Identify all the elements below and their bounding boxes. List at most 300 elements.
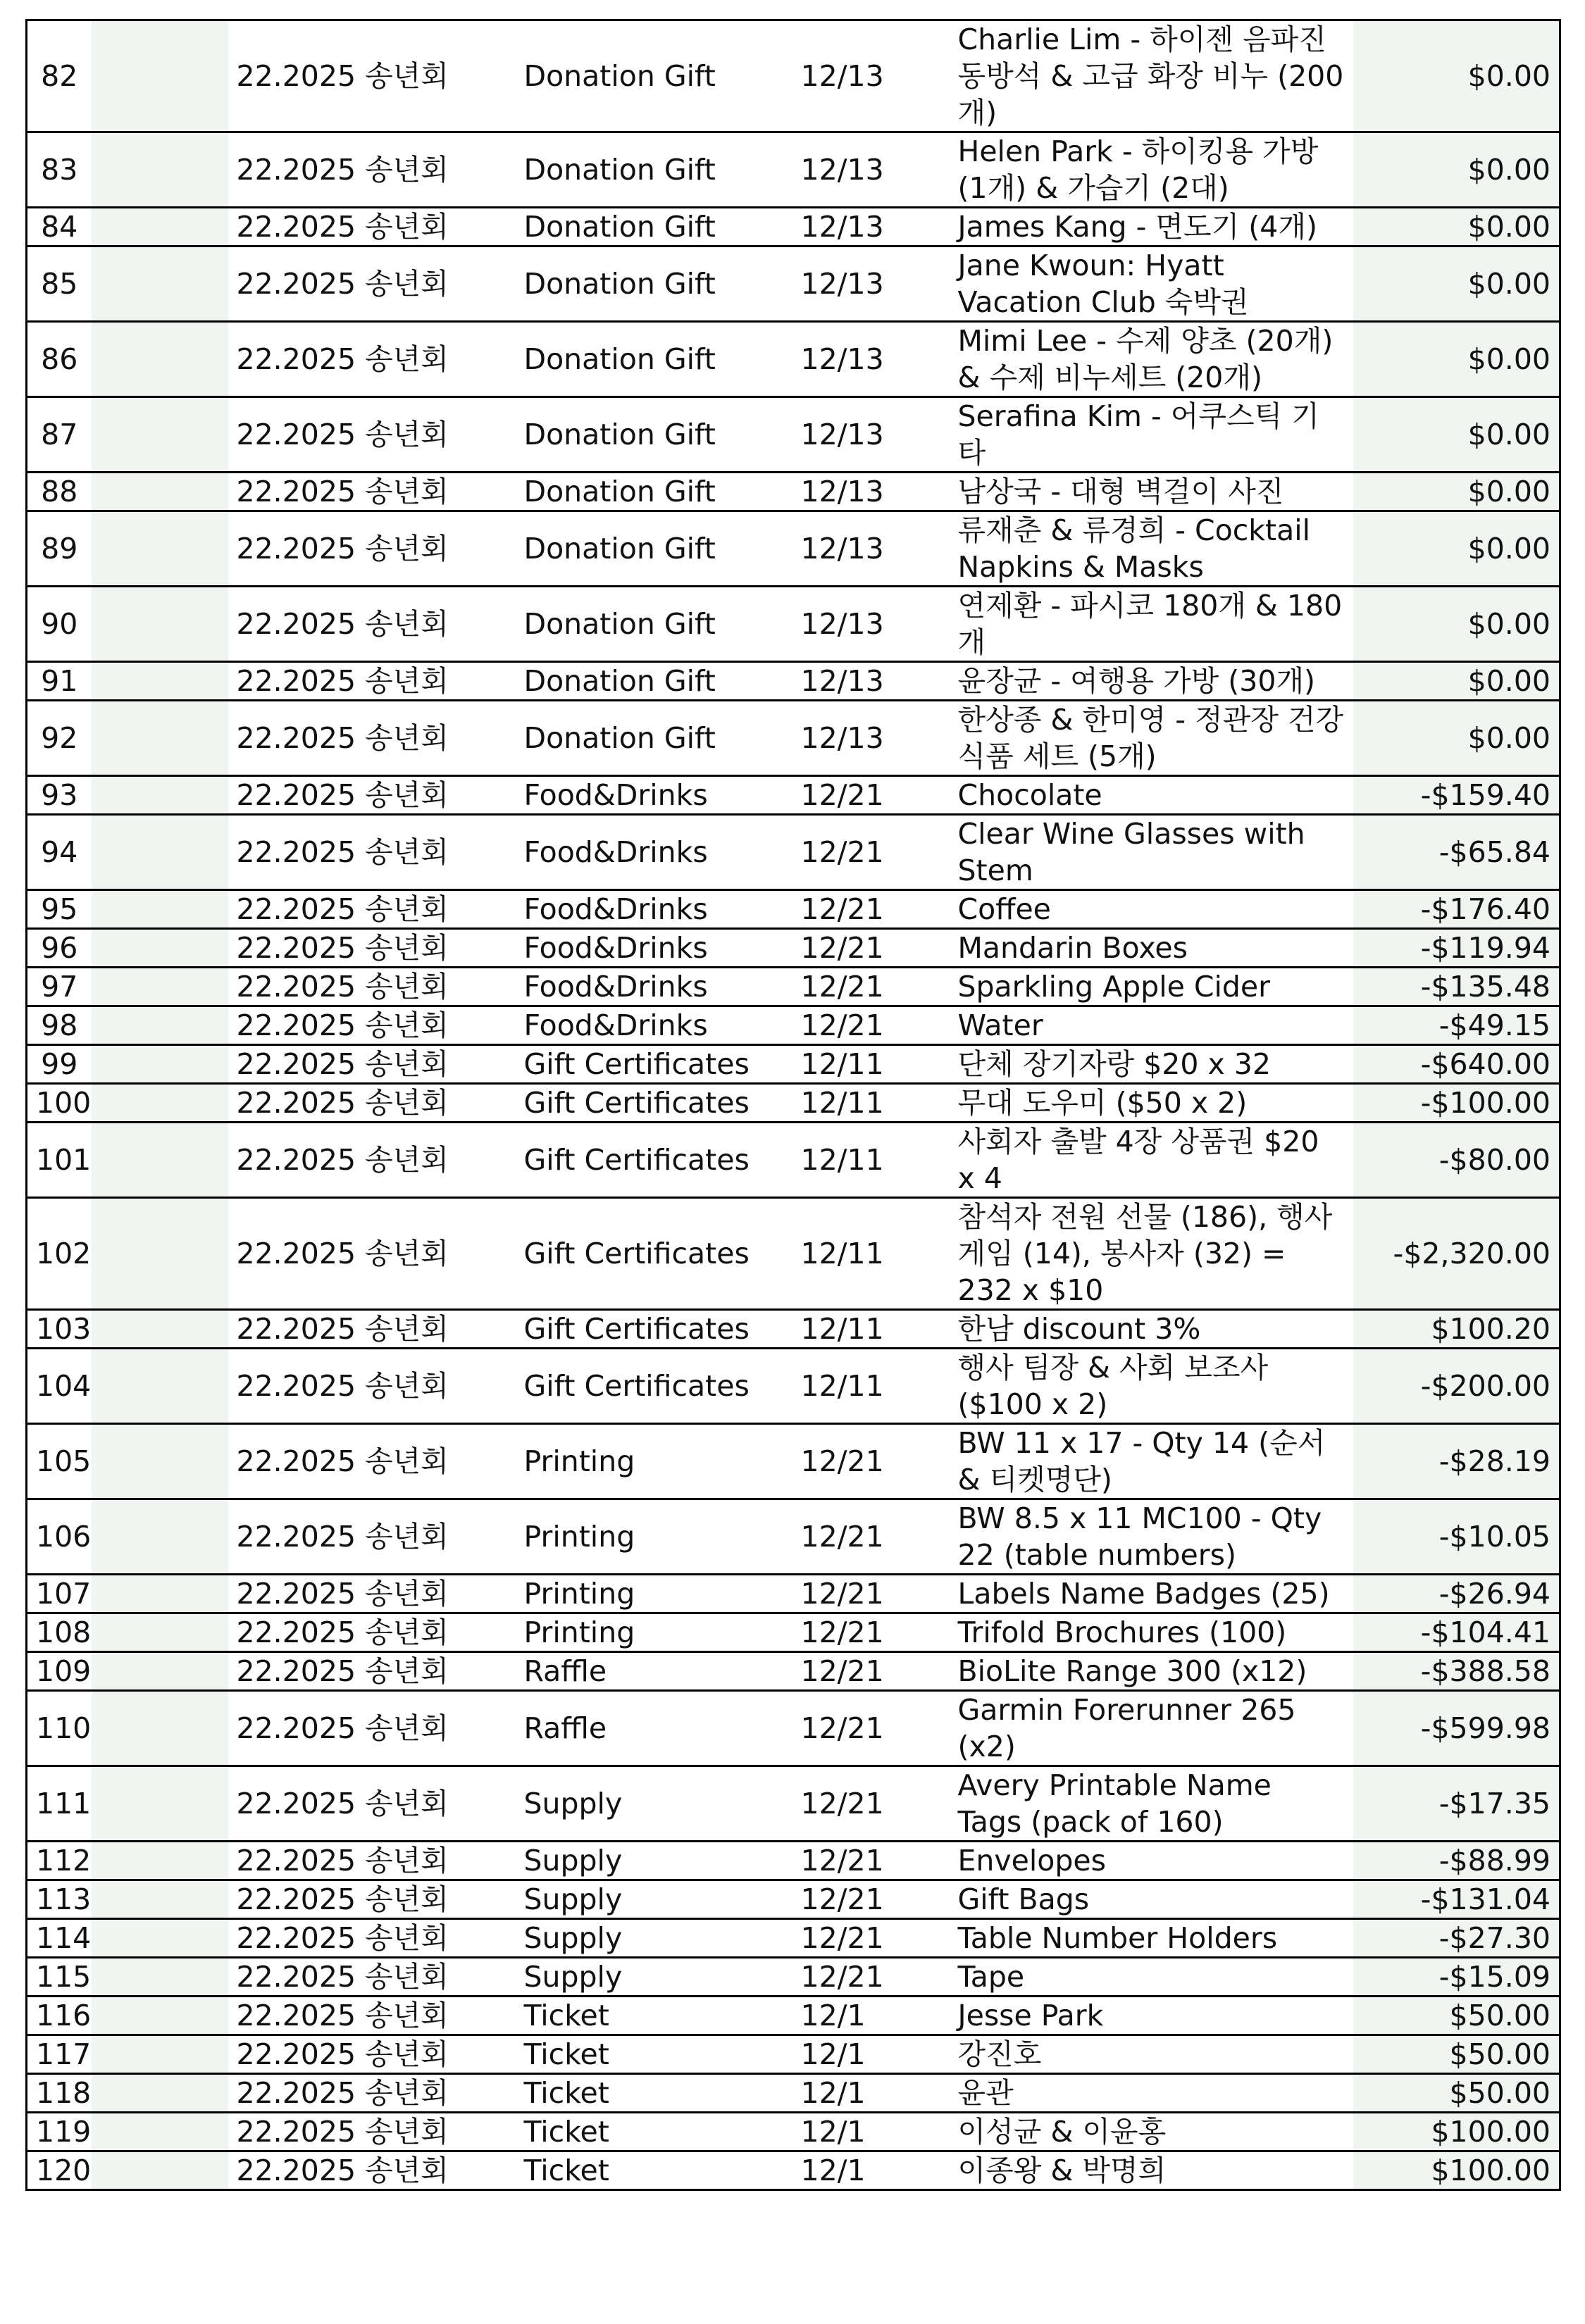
category-cell: Gift Certificates bbox=[516, 1349, 792, 1424]
blank-cell bbox=[92, 322, 228, 397]
event-cell: 22.2025 송년회 bbox=[228, 1691, 516, 1766]
blank-cell bbox=[92, 1499, 228, 1575]
row-number-cell: 108 bbox=[27, 1613, 92, 1652]
category-cell: Donation Gift bbox=[516, 473, 792, 511]
amount-cell: $50.00 bbox=[1353, 2074, 1560, 2113]
category-cell: Donation Gift bbox=[516, 132, 792, 208]
date-cell: 12/21 bbox=[792, 1006, 950, 1045]
row-number-cell: 96 bbox=[27, 929, 92, 968]
date-cell: 12/13 bbox=[792, 662, 950, 701]
amount-cell: $0.00 bbox=[1353, 246, 1560, 322]
table-row bbox=[27, 322, 1560, 397]
table-row bbox=[27, 246, 1560, 322]
date-cell: 12/13 bbox=[792, 511, 950, 587]
blank-cell bbox=[92, 208, 228, 246]
date-cell: 12/21 bbox=[792, 1919, 950, 1958]
table-row bbox=[27, 776, 1560, 815]
category-cell: Supply bbox=[516, 1958, 792, 1997]
amount-cell: -$65.84 bbox=[1353, 815, 1560, 890]
description-cell: Helen Park - 하이킹용 가방 (1개) & 가습기 (2대) bbox=[950, 132, 1353, 208]
date-cell: 12/21 bbox=[792, 1842, 950, 1880]
blank-cell bbox=[92, 968, 228, 1006]
category-cell: Donation Gift bbox=[516, 208, 792, 246]
amount-cell: -$640.00 bbox=[1353, 1045, 1560, 1084]
description-cell: Coffee bbox=[950, 890, 1353, 929]
category-cell: Donation Gift bbox=[516, 701, 792, 776]
amount-cell: $0.00 bbox=[1353, 701, 1560, 776]
blank-cell bbox=[92, 1045, 228, 1084]
table-row bbox=[27, 587, 1560, 662]
row-number-cell: 106 bbox=[27, 1499, 92, 1575]
amount-cell: -$388.58 bbox=[1353, 1652, 1560, 1691]
blank-cell bbox=[92, 1652, 228, 1691]
amount-cell: -$200.00 bbox=[1353, 1349, 1560, 1424]
table-row bbox=[27, 1349, 1560, 1424]
amount-cell: $0.00 bbox=[1353, 473, 1560, 511]
category-cell: Printing bbox=[516, 1613, 792, 1652]
description-cell: 윤장균 - 여행용 가방 (30개) bbox=[950, 662, 1353, 701]
description-cell: 무대 도우미 ($50 x 2) bbox=[950, 1084, 1353, 1123]
blank-cell bbox=[92, 397, 228, 473]
event-cell: 22.2025 송년회 bbox=[228, 587, 516, 662]
description-cell: Clear Wine Glasses with Stem bbox=[950, 815, 1353, 890]
blank-cell bbox=[92, 2151, 228, 2190]
row-number-cell: 103 bbox=[27, 1310, 92, 1349]
date-cell: 12/13 bbox=[792, 322, 950, 397]
blank-cell bbox=[92, 662, 228, 701]
blank-cell bbox=[92, 511, 228, 587]
event-cell: 22.2025 송년회 bbox=[228, 968, 516, 1006]
date-cell: 12/1 bbox=[792, 2074, 950, 2113]
amount-cell: -$119.94 bbox=[1353, 929, 1560, 968]
date-cell: 12/11 bbox=[792, 1084, 950, 1123]
category-cell: Donation Gift bbox=[516, 322, 792, 397]
category-cell: Food&Drinks bbox=[516, 815, 792, 890]
ledger-table bbox=[25, 19, 1561, 2191]
blank-cell bbox=[92, 246, 228, 322]
date-cell: 12/21 bbox=[792, 1691, 950, 1766]
description-cell: 이성균 & 이윤홍 bbox=[950, 2113, 1353, 2151]
date-cell: 12/21 bbox=[792, 1499, 950, 1575]
category-cell: Supply bbox=[516, 1842, 792, 1880]
category-cell: Printing bbox=[516, 1499, 792, 1575]
category-cell: Raffle bbox=[516, 1691, 792, 1766]
amount-cell: -$17.35 bbox=[1353, 1766, 1560, 1842]
category-cell: Ticket bbox=[516, 2113, 792, 2151]
category-cell: Donation Gift bbox=[516, 587, 792, 662]
category-cell: Gift Certificates bbox=[516, 1198, 792, 1310]
blank-cell bbox=[92, 776, 228, 815]
description-cell: Tape bbox=[950, 1958, 1353, 1997]
description-cell: Avery Printable Name Tags (pack of 160) bbox=[950, 1766, 1353, 1842]
event-cell: 22.2025 송년회 bbox=[228, 815, 516, 890]
event-cell: 22.2025 송년회 bbox=[228, 132, 516, 208]
event-cell: 22.2025 송년회 bbox=[228, 1652, 516, 1691]
event-cell: 22.2025 송년회 bbox=[228, 2151, 516, 2190]
date-cell: 12/11 bbox=[792, 1349, 950, 1424]
description-cell: Jesse Park bbox=[950, 1997, 1353, 2035]
table-row bbox=[27, 890, 1560, 929]
date-cell: 12/13 bbox=[792, 397, 950, 473]
blank-cell bbox=[92, 1880, 228, 1919]
blank-cell bbox=[92, 890, 228, 929]
row-number-cell: 98 bbox=[27, 1006, 92, 1045]
event-cell: 22.2025 송년회 bbox=[228, 701, 516, 776]
amount-cell: $50.00 bbox=[1353, 1997, 1560, 2035]
row-number-cell: 105 bbox=[27, 1424, 92, 1499]
event-cell: 22.2025 송년회 bbox=[228, 1198, 516, 1310]
amount-cell: $0.00 bbox=[1353, 587, 1560, 662]
description-cell: Garmin Forerunner 265 (x2) bbox=[950, 1691, 1353, 1766]
amount-cell: -$15.09 bbox=[1353, 1958, 1560, 1997]
row-number-cell: 87 bbox=[27, 397, 92, 473]
table-row bbox=[27, 1424, 1560, 1499]
table-row bbox=[27, 1045, 1560, 1084]
event-cell: 22.2025 송년회 bbox=[228, 1842, 516, 1880]
amount-cell: -$26.94 bbox=[1353, 1575, 1560, 1613]
category-cell: Donation Gift bbox=[516, 662, 792, 701]
category-cell: Ticket bbox=[516, 2074, 792, 2113]
date-cell: 12/13 bbox=[792, 587, 950, 662]
table-row bbox=[27, 2113, 1560, 2151]
blank-cell bbox=[92, 1310, 228, 1349]
table-row bbox=[27, 1997, 1560, 2035]
description-cell: 사회자 출발 4장 상품권 $20 x 4 bbox=[950, 1123, 1353, 1198]
category-cell: Food&Drinks bbox=[516, 929, 792, 968]
amount-cell: -$100.00 bbox=[1353, 1084, 1560, 1123]
event-cell: 22.2025 송년회 bbox=[228, 397, 516, 473]
category-cell: Gift Certificates bbox=[516, 1123, 792, 1198]
date-cell: 12/21 bbox=[792, 929, 950, 968]
amount-cell: $0.00 bbox=[1353, 132, 1560, 208]
blank-cell bbox=[92, 1842, 228, 1880]
description-cell: BW 8.5 x 11 MC100 - Qty 22 (table numbers) bbox=[950, 1499, 1353, 1575]
row-number-cell: 113 bbox=[27, 1880, 92, 1919]
blank-cell bbox=[92, 1123, 228, 1198]
row-number-cell: 90 bbox=[27, 587, 92, 662]
row-number-cell: 93 bbox=[27, 776, 92, 815]
description-cell: BioLite Range 300 (x12) bbox=[950, 1652, 1353, 1691]
row-number-cell: 110 bbox=[27, 1691, 92, 1766]
event-cell: 22.2025 송년회 bbox=[228, 929, 516, 968]
amount-cell: -$104.41 bbox=[1353, 1613, 1560, 1652]
amount-cell: $50.00 bbox=[1353, 2035, 1560, 2074]
description-cell: 참석자 전원 선물 (186), 행사 게임 (14), 봉사자 (32) = 232 x $10 bbox=[950, 1198, 1353, 1310]
category-cell: Food&Drinks bbox=[516, 890, 792, 929]
event-cell: 22.2025 송년회 bbox=[228, 776, 516, 815]
table-row bbox=[27, 1652, 1560, 1691]
description-cell: Gift Bags bbox=[950, 1880, 1353, 1919]
row-number-cell: 111 bbox=[27, 1766, 92, 1842]
category-cell: Donation Gift bbox=[516, 246, 792, 322]
category-cell: Gift Certificates bbox=[516, 1045, 792, 1084]
event-cell: 22.2025 송년회 bbox=[228, 2074, 516, 2113]
row-number-cell: 101 bbox=[27, 1123, 92, 1198]
event-cell: 22.2025 송년회 bbox=[228, 1880, 516, 1919]
blank-cell bbox=[92, 1575, 228, 1613]
table-row bbox=[27, 929, 1560, 968]
description-cell: 행사 팀장 & 사회 보조사 ($100 x 2) bbox=[950, 1349, 1353, 1424]
row-number-cell: 89 bbox=[27, 511, 92, 587]
description-cell: 한상종 & 한미영 - 정관장 건강식품 세트 (5개) bbox=[950, 701, 1353, 776]
table-row bbox=[27, 1691, 1560, 1766]
amount-cell: $100.00 bbox=[1353, 2113, 1560, 2151]
table-row bbox=[27, 208, 1560, 246]
description-cell: Mandarin Boxes bbox=[950, 929, 1353, 968]
table-row bbox=[27, 1919, 1560, 1958]
blank-cell bbox=[92, 587, 228, 662]
amount-cell: $0.00 bbox=[1353, 511, 1560, 587]
date-cell: 12/21 bbox=[792, 890, 950, 929]
blank-cell bbox=[92, 20, 228, 132]
date-cell: 12/21 bbox=[792, 1613, 950, 1652]
description-cell: Envelopes bbox=[950, 1842, 1353, 1880]
amount-cell: $0.00 bbox=[1353, 322, 1560, 397]
blank-cell bbox=[92, 1084, 228, 1123]
category-cell: Supply bbox=[516, 1919, 792, 1958]
event-cell: 22.2025 송년회 bbox=[228, 1084, 516, 1123]
row-number-cell: 85 bbox=[27, 246, 92, 322]
event-cell: 22.2025 송년회 bbox=[228, 1613, 516, 1652]
table-row bbox=[27, 511, 1560, 587]
category-cell: Ticket bbox=[516, 2035, 792, 2074]
description-cell: 윤관 bbox=[950, 2074, 1353, 2113]
amount-cell: $0.00 bbox=[1353, 20, 1560, 132]
event-cell: 22.2025 송년회 bbox=[228, 1575, 516, 1613]
category-cell: Donation Gift bbox=[516, 511, 792, 587]
blank-cell bbox=[92, 473, 228, 511]
date-cell: 12/1 bbox=[792, 2035, 950, 2074]
category-cell: Supply bbox=[516, 1766, 792, 1842]
table-row bbox=[27, 2035, 1560, 2074]
table-row bbox=[27, 1842, 1560, 1880]
description-cell: BW 11 x 17 - Qty 14 (순서 & 티켓명단) bbox=[950, 1424, 1353, 1499]
blank-cell bbox=[92, 1349, 228, 1424]
event-cell: 22.2025 송년회 bbox=[228, 890, 516, 929]
date-cell: 12/1 bbox=[792, 2113, 950, 2151]
category-cell: Gift Certificates bbox=[516, 1084, 792, 1123]
date-cell: 12/21 bbox=[792, 1652, 950, 1691]
description-cell: 류재춘 & 류경희 - Cocktail Napkins & Masks bbox=[950, 511, 1353, 587]
amount-cell: -$27.30 bbox=[1353, 1919, 1560, 1958]
table-row bbox=[27, 815, 1560, 890]
table-row bbox=[27, 1198, 1560, 1310]
event-cell: 22.2025 송년회 bbox=[228, 1310, 516, 1349]
row-number-cell: 120 bbox=[27, 2151, 92, 2190]
row-number-cell: 116 bbox=[27, 1997, 92, 2035]
description-cell: Sparkling Apple Cider bbox=[950, 968, 1353, 1006]
blank-cell bbox=[92, 1613, 228, 1652]
table-row bbox=[27, 1958, 1560, 1997]
row-number-cell: 86 bbox=[27, 322, 92, 397]
date-cell: 12/21 bbox=[792, 1575, 950, 1613]
row-number-cell: 118 bbox=[27, 2074, 92, 2113]
description-cell: Water bbox=[950, 1006, 1353, 1045]
event-cell: 22.2025 송년회 bbox=[228, 662, 516, 701]
event-cell: 22.2025 송년회 bbox=[228, 1045, 516, 1084]
date-cell: 12/1 bbox=[792, 2151, 950, 2190]
event-cell: 22.2025 송년회 bbox=[228, 1006, 516, 1045]
table-row bbox=[27, 20, 1560, 132]
blank-cell bbox=[92, 1919, 228, 1958]
description-cell: Mimi Lee - 수제 양초 (20개) & 수제 비누세트 (20개) bbox=[950, 322, 1353, 397]
category-cell: Food&Drinks bbox=[516, 776, 792, 815]
date-cell: 12/21 bbox=[792, 968, 950, 1006]
blank-cell bbox=[92, 815, 228, 890]
row-number-cell: 114 bbox=[27, 1919, 92, 1958]
table-row bbox=[27, 662, 1560, 701]
row-number-cell: 91 bbox=[27, 662, 92, 701]
row-number-cell: 100 bbox=[27, 1084, 92, 1123]
event-cell: 22.2025 송년회 bbox=[228, 511, 516, 587]
date-cell: 12/1 bbox=[792, 1997, 950, 2035]
event-cell: 22.2025 송년회 bbox=[228, 1499, 516, 1575]
date-cell: 12/21 bbox=[792, 1766, 950, 1842]
blank-cell bbox=[92, 2035, 228, 2074]
event-cell: 22.2025 송년회 bbox=[228, 1919, 516, 1958]
date-cell: 12/21 bbox=[792, 1958, 950, 1997]
row-number-cell: 104 bbox=[27, 1349, 92, 1424]
amount-cell: $0.00 bbox=[1353, 397, 1560, 473]
date-cell: 12/13 bbox=[792, 473, 950, 511]
date-cell: 12/21 bbox=[792, 1880, 950, 1919]
amount-cell: $0.00 bbox=[1353, 662, 1560, 701]
event-cell: 22.2025 송년회 bbox=[228, 473, 516, 511]
row-number-cell: 95 bbox=[27, 890, 92, 929]
row-number-cell: 83 bbox=[27, 132, 92, 208]
table-row bbox=[27, 1880, 1560, 1919]
row-number-cell: 102 bbox=[27, 1198, 92, 1310]
ledger-body bbox=[27, 20, 1560, 2190]
event-cell: 22.2025 송년회 bbox=[228, 1349, 516, 1424]
blank-cell bbox=[92, 2074, 228, 2113]
blank-cell bbox=[92, 1958, 228, 1997]
description-cell: 강진호 bbox=[950, 2035, 1353, 2074]
event-cell: 22.2025 송년회 bbox=[228, 20, 516, 132]
description-cell: Trifold Brochures (100) bbox=[950, 1613, 1353, 1652]
table-row bbox=[27, 701, 1560, 776]
category-cell: Ticket bbox=[516, 1997, 792, 2035]
table-row bbox=[27, 132, 1560, 208]
table-row bbox=[27, 1310, 1560, 1349]
category-cell: Ticket bbox=[516, 2151, 792, 2190]
row-number-cell: 115 bbox=[27, 1958, 92, 1997]
blank-cell bbox=[92, 2113, 228, 2151]
amount-cell: $100.00 bbox=[1353, 2151, 1560, 2190]
blank-cell bbox=[92, 1198, 228, 1310]
date-cell: 12/21 bbox=[792, 776, 950, 815]
row-number-cell: 92 bbox=[27, 701, 92, 776]
row-number-cell: 97 bbox=[27, 968, 92, 1006]
category-cell: Supply bbox=[516, 1880, 792, 1919]
event-cell: 22.2025 송년회 bbox=[228, 1766, 516, 1842]
amount-cell: -$2,320.00 bbox=[1353, 1198, 1560, 1310]
event-cell: 22.2025 송년회 bbox=[228, 322, 516, 397]
amount-cell: -$28.19 bbox=[1353, 1424, 1560, 1499]
blank-cell bbox=[92, 132, 228, 208]
description-cell: Jane Kwoun: Hyatt Vacation Club 숙박권 bbox=[950, 246, 1353, 322]
event-cell: 22.2025 송년회 bbox=[228, 1424, 516, 1499]
row-number-cell: 84 bbox=[27, 208, 92, 246]
event-cell: 22.2025 송년회 bbox=[228, 246, 516, 322]
date-cell: 12/21 bbox=[792, 815, 950, 890]
event-cell: 22.2025 송년회 bbox=[228, 1958, 516, 1997]
blank-cell bbox=[92, 1424, 228, 1499]
event-cell: 22.2025 송년회 bbox=[228, 208, 516, 246]
table-row bbox=[27, 1006, 1560, 1045]
description-cell: 연제환 - 파시코 180개 & 180개 bbox=[950, 587, 1353, 662]
table-row bbox=[27, 1123, 1560, 1198]
description-cell: Charlie Lim - 하이젠 음파진동방석 & 고급 화장 비누 (200개) bbox=[950, 20, 1353, 132]
amount-cell: -$135.48 bbox=[1353, 968, 1560, 1006]
date-cell: 12/13 bbox=[792, 132, 950, 208]
row-number-cell: 117 bbox=[27, 2035, 92, 2074]
blank-cell bbox=[92, 701, 228, 776]
row-number-cell: 112 bbox=[27, 1842, 92, 1880]
description-cell: Table Number Holders bbox=[950, 1919, 1353, 1958]
date-cell: 12/13 bbox=[792, 246, 950, 322]
amount-cell: -$176.40 bbox=[1353, 890, 1560, 929]
event-cell: 22.2025 송년회 bbox=[228, 2035, 516, 2074]
category-cell: Printing bbox=[516, 1424, 792, 1499]
blank-cell bbox=[92, 1997, 228, 2035]
table-row bbox=[27, 2074, 1560, 2113]
description-cell: Chocolate bbox=[950, 776, 1353, 815]
row-number-cell: 109 bbox=[27, 1652, 92, 1691]
category-cell: Gift Certificates bbox=[516, 1310, 792, 1349]
description-cell: Serafina Kim - 어쿠스틱 기타 bbox=[950, 397, 1353, 473]
description-cell: 단체 장기자랑 $20 x 32 bbox=[950, 1045, 1353, 1084]
category-cell: Food&Drinks bbox=[516, 968, 792, 1006]
amount-cell: -$80.00 bbox=[1353, 1123, 1560, 1198]
row-number-cell: 119 bbox=[27, 2113, 92, 2151]
description-cell: 이종왕 & 박명희 bbox=[950, 2151, 1353, 2190]
table-row bbox=[27, 1613, 1560, 1652]
blank-cell bbox=[92, 1006, 228, 1045]
table-row bbox=[27, 473, 1560, 511]
blank-cell bbox=[92, 1766, 228, 1842]
amount-cell: -$88.99 bbox=[1353, 1842, 1560, 1880]
event-cell: 22.2025 송년회 bbox=[228, 1123, 516, 1198]
date-cell: 12/21 bbox=[792, 1424, 950, 1499]
row-number-cell: 107 bbox=[27, 1575, 92, 1613]
description-cell: 남상국 - 대형 벽걸이 사진 bbox=[950, 473, 1353, 511]
category-cell: Food&Drinks bbox=[516, 1006, 792, 1045]
table-row bbox=[27, 1499, 1560, 1575]
description-cell: Labels Name Badges (25) bbox=[950, 1575, 1353, 1613]
amount-cell: -$159.40 bbox=[1353, 776, 1560, 815]
table-row bbox=[27, 1766, 1560, 1842]
row-number-cell: 94 bbox=[27, 815, 92, 890]
table-row bbox=[27, 1084, 1560, 1123]
row-number-cell: 82 bbox=[27, 20, 92, 132]
date-cell: 12/11 bbox=[792, 1310, 950, 1349]
blank-cell bbox=[92, 929, 228, 968]
row-number-cell: 99 bbox=[27, 1045, 92, 1084]
table-row bbox=[27, 1575, 1560, 1613]
amount-cell: $100.20 bbox=[1353, 1310, 1560, 1349]
date-cell: 12/13 bbox=[792, 20, 950, 132]
event-cell: 22.2025 송년회 bbox=[228, 2113, 516, 2151]
amount-cell: -$599.98 bbox=[1353, 1691, 1560, 1766]
category-cell: Donation Gift bbox=[516, 20, 792, 132]
table-row bbox=[27, 968, 1560, 1006]
table-row bbox=[27, 2151, 1560, 2190]
date-cell: 12/11 bbox=[792, 1123, 950, 1198]
description-cell: 한남 discount 3% bbox=[950, 1310, 1353, 1349]
date-cell: 12/13 bbox=[792, 701, 950, 776]
event-cell: 22.2025 송년회 bbox=[228, 1997, 516, 2035]
